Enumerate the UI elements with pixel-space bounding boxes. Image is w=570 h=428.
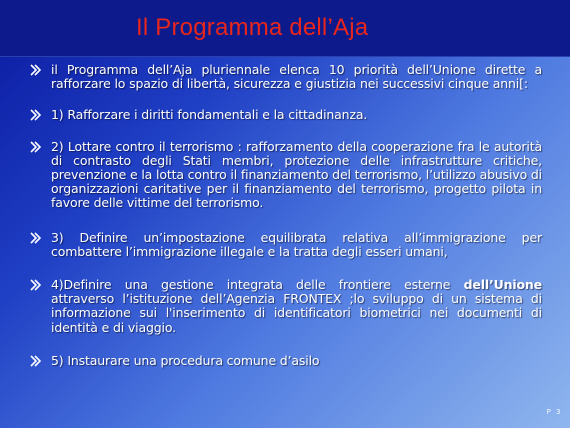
bullet-text-after: attraverso l’istituzione dell’Agenzia FRONTEX ;lo sviluppo di un sistema di informazione sui l'inserimento di identificatori biometrici nei documenti di identità e di viaggio.: [51, 291, 542, 335]
bullet-text: 5) Instaurare una procedura comune d’asilo: [51, 352, 320, 368]
page-number: P 3: [546, 408, 562, 416]
bullet-item: [30, 354, 542, 368]
bullet-text: 3) Definire un’impostazione equilibrata relativa all’immigrazione per combattere l’immigrazione illegale e la tratta degli esseri umani,: [51, 229, 542, 259]
bullet-item: [30, 140, 542, 211]
slide-title: Il Programma dell’Aja: [136, 14, 369, 41]
bullet-text: il Programma dell’Aja pluriennale elenca 10 priorità dell’Unione dirette a rafforzare lo spazio di libertà, sicurezza e giustizia nei successivi cinque anni[:: [51, 62, 542, 92]
bullet-item: [30, 63, 542, 91]
bullet-item: [30, 278, 542, 335]
arrow-bullet-icon: [30, 64, 42, 76]
title-band: [0, 0, 570, 57]
bullet-text: 2) Lottare contro il terrorismo : rafforzamento della cooperazione fra le autorità di contrasto degli Stati membri, protezione delle infrastrutture critiche, prevenzione e la lotta contro il finanziamento del terrorismo, l’utilizzo abusivo di organizzazioni caritative per il finanziamento del terrorismo, progetto pilota in favore delle vittime del terrorismo.: [51, 138, 542, 211]
arrow-bullet-icon: [30, 109, 42, 121]
arrow-bullet-icon: [30, 279, 42, 291]
arrow-bullet-icon: [30, 232, 42, 244]
bullet-list: [30, 63, 542, 368]
arrow-bullet-icon: [30, 355, 42, 367]
bullet-text-bold: dell’Unione: [463, 277, 542, 293]
bullet-item: [30, 231, 542, 259]
bullet-text: 1) Rafforzare i diritti fondamentali e la cittadinanza.: [51, 107, 368, 123]
bullet-item: [30, 108, 542, 122]
arrow-bullet-icon: [30, 141, 42, 153]
bullet-text-before: 4)Definire una gestione integrata delle frontiere esterne: [51, 277, 464, 293]
